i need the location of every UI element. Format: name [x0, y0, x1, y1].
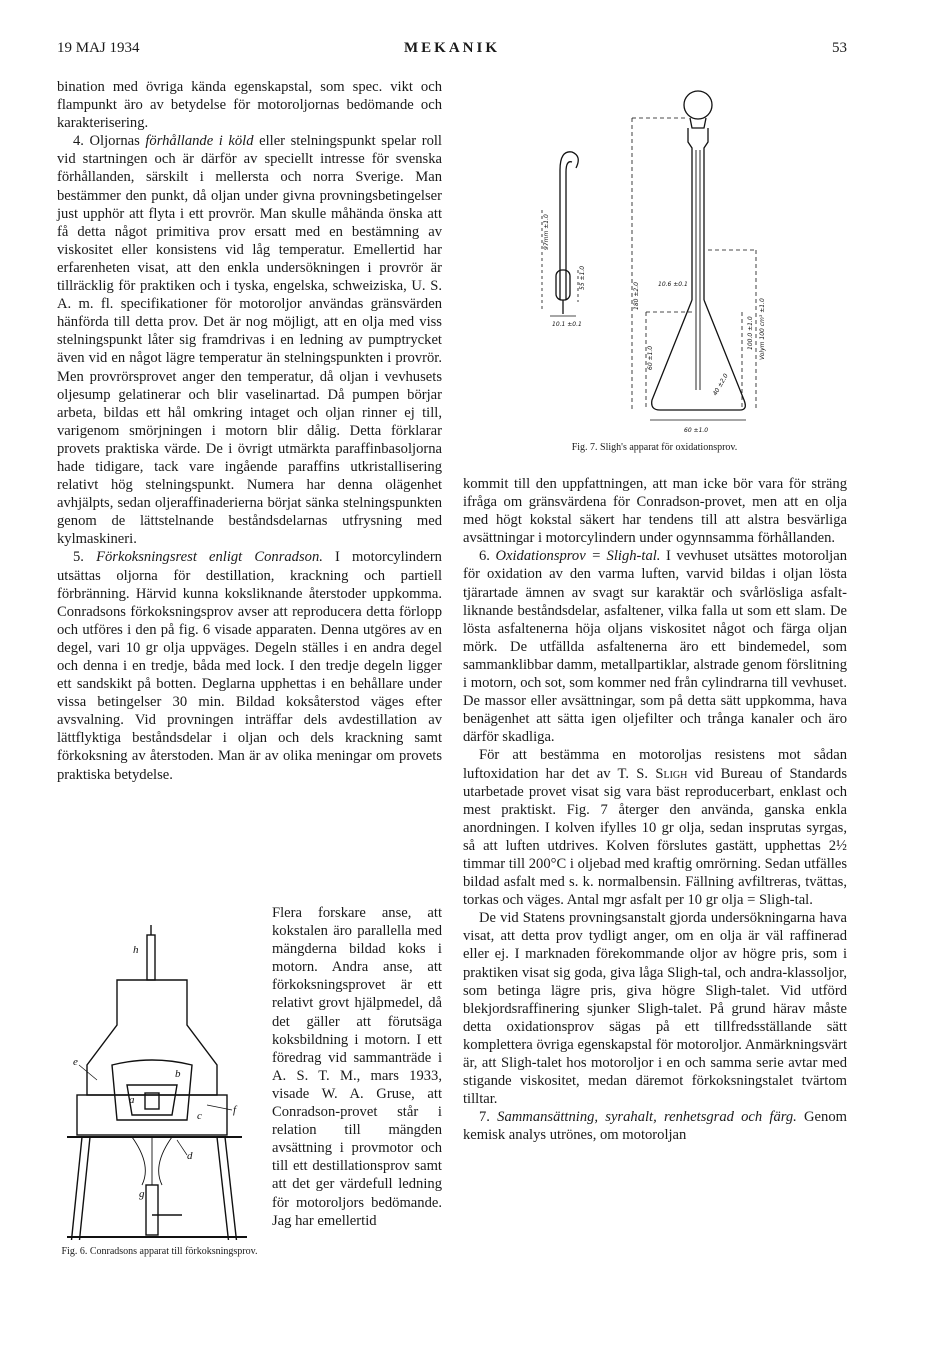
paragraph-body: eller stelningspunkt spelar roll vid startningen och är därför av speciellt intresse för svenska förhållanden, särskilt i mellersta och norra Sverige. Man bestämmer den punkt, då oljan under givna provningsbetingelser just upphör att flyta i ett provrör. Man skulle måhända önska att få detta något primitiva prov ersatt med en bestämning av viskositet eller konsistens vid låg temperatur. Emellertid har erfarenheten visat, att den enkla undersökningen i provrör är tillräcklig för praktiken och i tyska, engelska, schweiziska, U. S. A. m. fl. specifikationer för motoroljor användas gränsvärden hänförda till detta prov. Det är nog möjligt, att en olja med viss stelningspunkt låter sig framdrivas i en ledning av pumptrycket även vid en något lägre temperatur än stelningspunkten i provrör. Men provrörsprovet anger den temperatur, då oljan i vevhusets oljesump gelatinerar och blir vaselinartad. Då pumpen börjar arbeta, bildas ett hål omkring intaget och oljan rinner ej till, varigenom smörjningen i motorn blir dålig. Detta förklarar provets praktiska värde. De i övrigt utmärkta paraffinbasoljorna hade tidigare, tack vare ingående paraffins utkristallisering relativt hög stelningspunkt. Numera har denna olägenhet avhjälpts, sedan oljeraffinaderierna börjat sänka stelningspunkten genom de lättstelnande beståndsdelarnas utfrysning med kylmaskineri.	[57, 133, 442, 548]
item-number: 4. Oljornas	[73, 133, 146, 150]
item-number: 6.	[479, 548, 496, 565]
figure-7-caption: Fig. 7. Sligh's apparat för oxidationsprov.	[571, 442, 738, 453]
dim-label: 10.6 ±0.1	[658, 281, 688, 288]
paragraph-oxidation	[463, 547, 847, 746]
author-name: Sligh	[655, 765, 688, 782]
page-number: 53	[832, 40, 847, 56]
part-label: b	[175, 1068, 181, 1080]
paragraph-body: Genom kemisk analys utrönes, om motoroljan	[463, 1109, 847, 1144]
paragraph-results: De vid Statens provningsanstalt gjorda undersökningarna hava visat, att detta prov tydligt anger, om en olja är väl raffinerad eller ej. I marknaden förekommande oljor av högre pris, som i praktiken visat sig goda, giva låga Sligh-tal, och andra-klassoljor, som betinga lägre pris, giva högre Sligh-talet. Vid utförd blekjordsraffinering sjunker Sligh-talet. På grund härav måste detta oxidationsprov sägas på ett tillfredsställande sätt komplettera övriga egenskapstal för motoroljor. Anmärkningsvärt är, att Sligh-talet hos motoroljor i en och samma serie avtar med stigande viskositet, medan däremot förkoksningstalet tvärtom tilltar.	[463, 910, 847, 1108]
part-label: a	[129, 1094, 135, 1106]
page-header	[57, 40, 847, 62]
dim-label: Volym 100 cm³ ±1.0	[759, 298, 766, 360]
figure-6-conradson-apparatus	[57, 915, 262, 1240]
dim-label: 10.1 ±0.1	[552, 321, 582, 328]
paragraph-sligh-method	[463, 746, 847, 909]
conradson-apparatus-diagram	[57, 915, 262, 1240]
paragraph-body: För att bestämma en motoroljas resistens mot sådan luftoxidation har det av T. S.	[463, 747, 847, 782]
paragraph-intro: bination med övriga kända egenskapstal, som spec. vikt och flampunkt äro av betydelse för motoroljornas bedömande och karakterisering.	[57, 79, 442, 132]
paragraph-continued: kommit till den uppfattningen, att man icke bör vara för sträng ifråga om gränsvärdena för Conradson-provet, men att en olja med högt kokstal säkert har tendens till att alstra besvärliga avsättningar i motorcylindern under ogynnsamma förhållanden.	[463, 476, 847, 547]
part-label: c	[197, 1110, 202, 1122]
paragraph-composition	[463, 1108, 847, 1144]
item-number: 7.	[479, 1109, 498, 1126]
part-label: e	[73, 1056, 78, 1068]
section-heading: Oxidationsprov = Sligh-tal.	[495, 548, 661, 565]
left-float-text	[272, 904, 442, 1230]
section-heading: förhållande i köld	[145, 133, 254, 150]
part-label: h	[133, 944, 139, 956]
dim-label: 180 ±2.0	[633, 282, 640, 310]
paragraph-body: I motorcylindern utsättas oljorna för destillation, krackning och partiell förbränning. Härvid kunna koksliknande återstoder uppkomma. Conradsons förkoksningsprov avser att reproducera detta förlopp och utföres i den på fig. 6 visade apparaten. Denna utgöres av en degel, vari 10 gr olja uppväges. Degeln ställes i en andra degel och denna i en tredje, båda med lock. I den tredje degeln ligger ett sandskikt på botten. Deglarna upphettas i en behållare under vissa betingelser 30 min. Bildad koksåterstod väges efter avsvalning. Vid provningen inträffar dels avdestillation av lättflyktiga beståndsdelar i oljan och dels krackning samt förkoksning av återstoden. Man är av olika meningar om provets praktiska betydelse.	[57, 549, 442, 783]
paragraph-float: Flera forskare anse, att kokstalen äro parallella med mängderna bildad koks i motorn. Andra anse, att förkoksningsprovet är ett relativt grovt hjälpmedel, då det gäller att förutsäga koksbildning i motorn. I ett föredrag vid sammanträde i A. S. T. M., mars 1933, visade W. A. Gruse, att Conradson-provet står i relation till mängden avsättning i provmotor och till ett destillationsprov samt att det ger värdefull ledning för motoroljors bedömande. Jag har emellertid	[272, 905, 442, 1229]
right-column	[463, 475, 847, 1144]
dim-label: 97mm ±1.0	[543, 214, 550, 250]
figure-6-caption: Fig. 6. Conradsons apparat till förkoksningsprov.	[61, 1246, 258, 1257]
section-heading: Sammansättning, syrahalt, renhetsgrad och färg.	[497, 1109, 797, 1126]
figure-7-sligh-apparatus	[520, 80, 780, 460]
sligh-flask-diagram	[520, 80, 780, 440]
section-heading: Förkoksningsrest enligt Conradson.	[96, 549, 323, 566]
item-number: 5.	[73, 549, 97, 566]
dim-label: 55 ±1.0	[579, 265, 586, 290]
part-label: f	[233, 1104, 237, 1116]
journal-title: MEKANIK	[404, 40, 500, 56]
dim-label: 60 ±1.0	[684, 427, 709, 434]
paragraph-body: I vevhuset utsättes motoroljan för oxidation av den varma luften, varvid bildas i oljan lösta tjärartade ämnen av svagt sur karaktär och svårlösliga asfalt-liknande beståndsdelar, asfaltener, vilka falla ut som ett slam. De lösta asfaltenerna höja oljans viskositet något och färga oljan mörk. De utfällda asfaltenerna äro ett bindemedel, som sammanklibbar damm, metallpartiklar, alstrade genom förslitning i motorn, och sot, som kommer ned från cylindrarna till vevhuset. De massor eller avsättningar, som på detta sätt uppkomma, hava benägenhet att sätta igen oljefilter och trånga kanaler och äro därför skadliga.	[463, 548, 847, 746]
paragraph-cold-behaviour	[57, 132, 442, 548]
dim-label: 100.0 ±1.0	[747, 316, 754, 350]
part-label: g	[139, 1188, 145, 1200]
issue-date: 19 MAJ 1934	[57, 40, 140, 56]
paragraph-conradson	[57, 548, 442, 783]
left-column	[57, 78, 442, 784]
dim-label: 40 ±2.0	[711, 372, 730, 397]
paragraph-body: vid Bureau of Standards utarbetade provet visat sig vara bäst reproducerbart, enklast och mest praktiskt. Fig. 7 återger den använda, ganska enkla anordningen. I kolven ifylles 10 gr olja, sedan insprutas syrgas, så att luften utdrives. Kolven förslutes gastätt, upphettas 2½ timmar till 200°C i oljebad med kraftig omrörning. Sedan utfälles bildad asfalt med s. k. normalbensin. Fällning avfiltreras, tvättas, torkas och väges. Antal mgr asfalt per 10 gr olja = Sligh-tal.	[463, 765, 847, 909]
dim-label: 60 ±1.0	[647, 345, 654, 370]
part-label: d	[187, 1150, 193, 1162]
